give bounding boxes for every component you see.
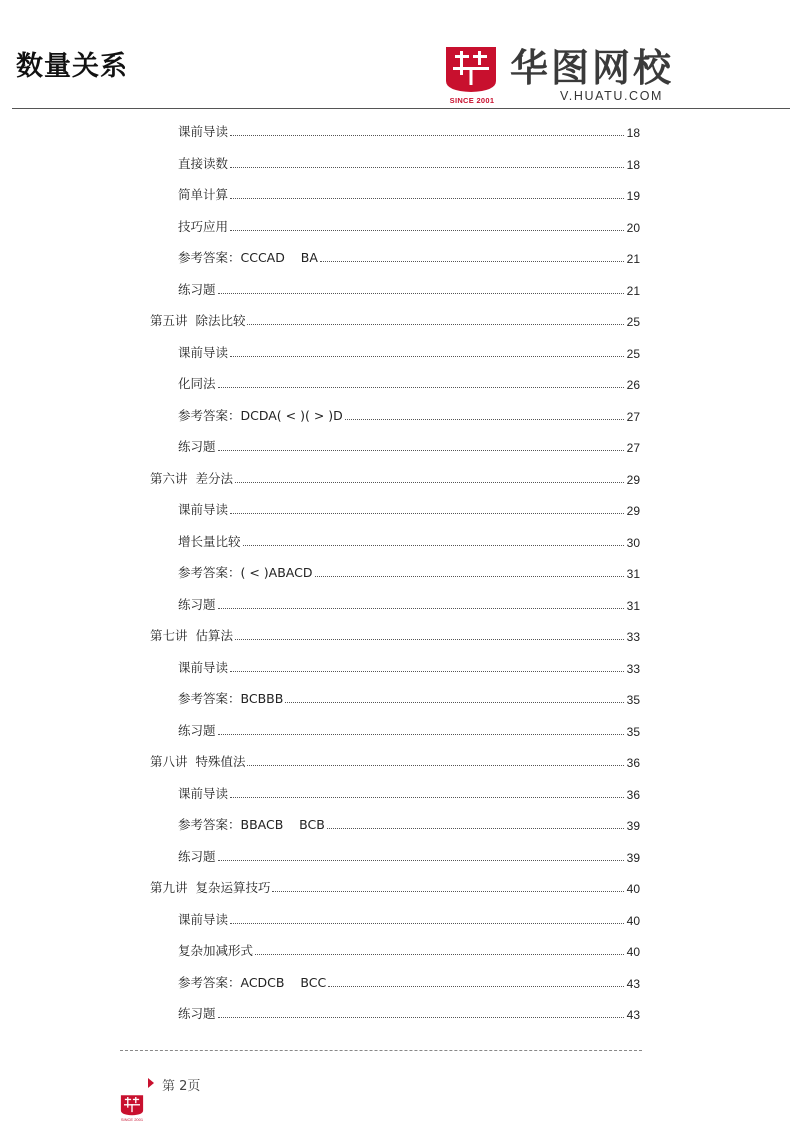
toc-entry-title: 练习题 <box>178 439 216 454</box>
toc-entry-page: 29 <box>626 504 640 518</box>
toc-entry-page: 19 <box>626 189 640 203</box>
toc-entry-page: 29 <box>626 472 640 487</box>
toc-dot-leader <box>235 639 624 640</box>
footer-since-text: SINCE 2001 <box>120 1117 144 1122</box>
toc-entry-title: 参考答案：DCDA( < )( > )D <box>178 407 343 423</box>
toc-entry-title: 课前导读 <box>178 659 229 675</box>
toc-dot-leader <box>315 576 625 577</box>
toc-entry-page: 21 <box>626 283 640 298</box>
toc-entry-title: 第七讲 估算法 <box>150 628 233 643</box>
toc-entry[interactable] <box>178 782 640 802</box>
toc-entry[interactable] <box>178 404 640 424</box>
page-title: 数量关系 <box>16 51 128 82</box>
page-number: 第 2页 <box>162 1079 201 1094</box>
toc-entry-page: 33 <box>626 630 640 644</box>
toc-dot-leader <box>247 324 624 325</box>
toc-entry-page: 40 <box>626 945 640 959</box>
toc-entry-title: 化同法 <box>178 376 216 391</box>
toc-entry-title: 课前导读 <box>178 344 229 360</box>
toc-dot-leader <box>218 1017 624 1018</box>
toc-entry-title: 参考答案：ACDCB BCC <box>178 974 327 990</box>
toc-entry-page: 43 <box>626 976 640 991</box>
toc-dot-leader <box>218 387 624 388</box>
toc-entry-title: 课前导读 <box>178 124 229 139</box>
toc-dot-leader <box>230 671 624 672</box>
toc-entry-title: 练习题 <box>178 281 216 297</box>
toc-dot-leader <box>320 261 624 262</box>
toc-chapter-entry[interactable] <box>150 624 640 644</box>
toc-entry-page: 25 <box>626 315 640 329</box>
toc-entry-title: 练习题 <box>178 848 216 864</box>
toc-entry-title: 参考答案：BBACB BCB <box>178 817 325 832</box>
header-divider <box>12 108 790 109</box>
toc-entry-title: 参考答案：CCCAD BA <box>178 250 318 265</box>
huatu-logo-icon <box>444 45 498 93</box>
toc-entry-page: 39 <box>626 819 640 833</box>
triangle-right-icon <box>148 1078 154 1088</box>
toc-entry-title: 增长量比较 <box>178 533 241 549</box>
toc-entry-page: 30 <box>626 535 640 550</box>
toc-entry[interactable] <box>178 341 640 361</box>
toc-entry[interactable] <box>178 215 640 235</box>
toc-entry-title: 练习题 <box>178 1006 216 1021</box>
toc-entry[interactable] <box>178 246 640 266</box>
logo-since-text: SINCE 2001 <box>449 96 495 105</box>
toc-entry[interactable] <box>178 656 640 676</box>
logo-name: 华图网校 <box>510 46 675 90</box>
toc-entry-title: 第八讲 特殊值法 <box>150 754 246 769</box>
toc-dot-leader <box>230 356 624 357</box>
toc-entry-page: 25 <box>626 346 640 361</box>
toc-entry[interactable] <box>178 120 640 140</box>
toc-dot-leader <box>345 419 624 420</box>
toc-entry[interactable] <box>178 278 640 298</box>
huatu-logo <box>444 45 704 107</box>
toc-dot-leader <box>230 513 624 514</box>
toc-entry-title: 复杂加减形式 <box>178 943 254 958</box>
toc-entry-page: 40 <box>626 913 640 928</box>
toc-dot-leader <box>247 765 624 766</box>
toc-entry[interactable] <box>178 561 640 581</box>
toc-dot-leader <box>327 828 624 829</box>
toc-dot-leader <box>218 450 624 451</box>
toc-entry[interactable] <box>178 152 640 172</box>
toc-entry[interactable] <box>178 813 640 833</box>
toc-chapter-entry[interactable] <box>150 750 640 770</box>
toc-entry-page: 27 <box>626 409 640 424</box>
toc-entry-title: 简单计算 <box>178 187 229 202</box>
toc-dot-leader <box>285 702 624 703</box>
toc-entry-title: 课前导读 <box>178 785 229 801</box>
toc-entry[interactable] <box>178 1002 640 1022</box>
toc-dot-leader <box>255 954 624 955</box>
toc-entry-title: 参考答案：BCBBB <box>178 691 284 706</box>
logo-url: V.HUATU.COM <box>560 89 664 103</box>
toc-dot-leader <box>328 986 624 987</box>
toc-entry-page: 20 <box>626 220 640 235</box>
toc-entry[interactable] <box>178 183 640 203</box>
toc-dot-leader <box>218 734 624 735</box>
toc-entry-title: 课前导读 <box>178 911 229 927</box>
toc-dot-leader <box>218 860 624 861</box>
toc-dot-leader <box>235 482 624 483</box>
toc-chapter-entry[interactable] <box>150 309 640 329</box>
toc-entry-page: 31 <box>626 567 640 581</box>
toc-chapter-entry[interactable] <box>150 467 640 487</box>
toc-entry[interactable] <box>178 845 640 865</box>
toc-entry-page: 40 <box>626 882 640 896</box>
toc-entry-title: 练习题 <box>178 596 216 612</box>
toc-entry[interactable] <box>178 530 640 550</box>
toc-entry-title: 第六讲 差分法 <box>150 470 233 486</box>
toc-entry-page: 21 <box>626 252 640 266</box>
toc-dot-leader <box>230 198 624 199</box>
toc-entry-page: 35 <box>626 693 640 707</box>
toc-entry-title: 直接读数 <box>178 155 229 171</box>
toc-dot-leader <box>218 293 624 294</box>
toc-entry-page: 27 <box>626 441 640 455</box>
toc-entry-page: 18 <box>626 126 640 140</box>
toc-entry[interactable] <box>178 372 640 392</box>
toc-dot-leader <box>230 797 624 798</box>
toc-entry-page: 36 <box>626 756 640 770</box>
toc-entry[interactable] <box>178 908 640 928</box>
toc-entry-page: 31 <box>626 598 640 613</box>
toc-entry-title: 练习题 <box>178 722 216 738</box>
toc-entry-page: 43 <box>626 1008 640 1022</box>
toc-entry-page: 33 <box>626 661 640 676</box>
toc-entry[interactable] <box>178 498 640 518</box>
toc-entry-title: 课前导读 <box>178 502 229 517</box>
toc-entry[interactable] <box>178 687 640 707</box>
toc-dot-leader <box>243 545 624 546</box>
toc-dot-leader <box>272 891 624 892</box>
toc-entry-title: 第五讲 除法比较 <box>150 313 246 328</box>
toc-dot-leader <box>230 923 624 924</box>
toc-entry[interactable] <box>178 719 640 739</box>
toc-entry-title: 技巧应用 <box>178 218 229 234</box>
toc-entry-page: 26 <box>626 378 640 392</box>
toc-chapter-entry[interactable] <box>150 876 640 896</box>
toc-dot-leader <box>218 608 624 609</box>
toc-dot-leader <box>230 230 624 231</box>
toc-entry-page: 36 <box>626 787 640 802</box>
toc-entry[interactable] <box>178 435 640 455</box>
toc-entry-title: 第九讲 复杂运算技巧 <box>150 880 271 895</box>
toc-entry[interactable] <box>178 971 640 991</box>
toc-dot-leader <box>230 167 624 168</box>
toc-entry-page: 35 <box>626 724 640 739</box>
toc-entry[interactable] <box>178 593 640 613</box>
toc-entry-page: 39 <box>626 850 640 865</box>
toc-dot-leader <box>230 135 624 136</box>
toc-entry-title: 参考答案：( < )ABACD <box>178 565 313 580</box>
footer-divider <box>120 1050 642 1051</box>
toc-entry-page: 18 <box>626 157 640 172</box>
toc-entry[interactable] <box>178 939 640 959</box>
huatu-logo-small-icon <box>120 1094 144 1116</box>
